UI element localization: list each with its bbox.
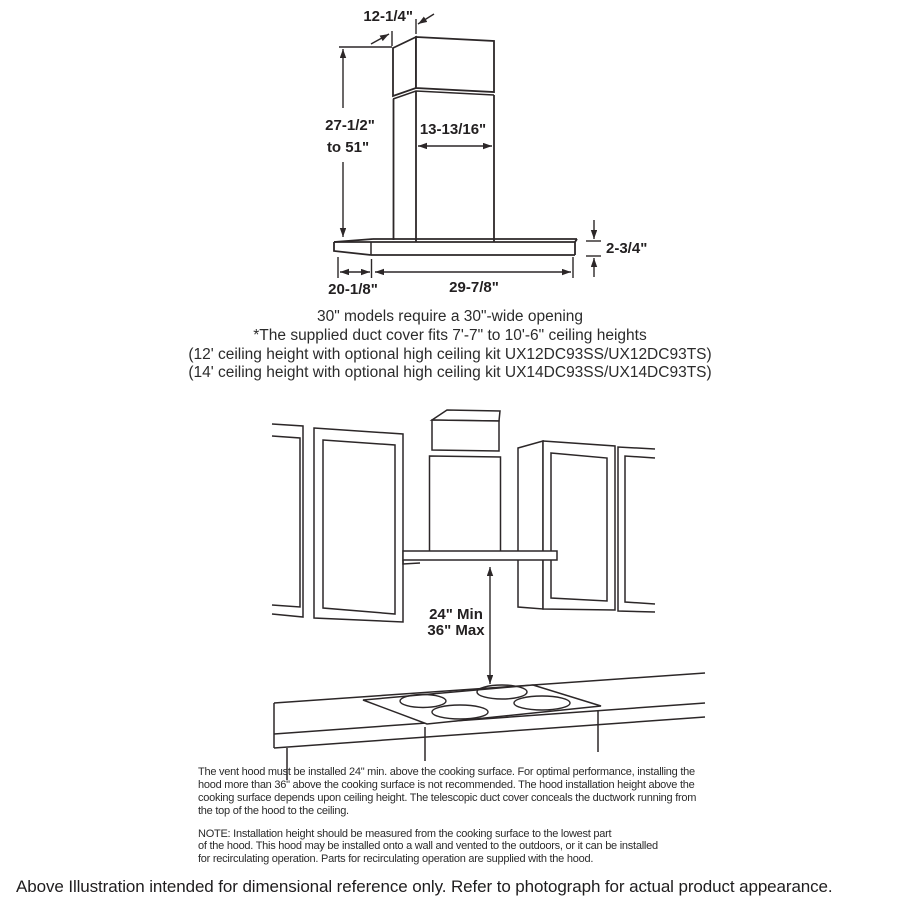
spec-notes — [0, 308, 900, 383]
install-height-paragraph — [198, 766, 696, 818]
dim-label-hood-body-height: 2-3/4" — [606, 240, 648, 257]
paragraph-line: the top of the hood to the ceiling. — [198, 805, 349, 817]
dim-label-hood-depth: 20-1/8" — [328, 281, 378, 298]
dim-hood-width — [375, 257, 573, 296]
clearance-label-line2: 36" Max — [427, 622, 485, 639]
duct-cover-side-face — [393, 37, 416, 96]
left-cabinets — [272, 424, 403, 622]
dim-label-duct-depth: 12-1/4" — [363, 8, 413, 25]
note-paragraph — [198, 828, 658, 865]
right-cabinet-side-face — [518, 441, 543, 609]
right-cabinet-door — [543, 441, 615, 610]
chimney-front-face — [430, 456, 501, 552]
duct-cover-upper-section — [393, 37, 494, 99]
dim-hood-body-height — [586, 220, 647, 277]
duct-cover-front-face — [432, 420, 499, 451]
paragraph-line: of the hood. This hood may be installed onto a wall and vented to the outdoors, or it can be installed — [198, 840, 658, 853]
duct-cover-top-face — [432, 410, 500, 421]
counter-and-cooktop — [274, 673, 705, 780]
duct-cover-seam — [393, 91, 494, 99]
left-partial-cabinet-outline — [272, 424, 303, 617]
right-partial-cabinet-panel — [625, 456, 655, 604]
paragraph-line: The vent hood must be installed 24" min. above the cooking surface. For optimal performance, installing the — [198, 766, 695, 778]
hood-canopy — [334, 239, 577, 255]
spec-note-line: 30" models require a 30"-wide opening — [316, 308, 584, 325]
dim-duct-height — [325, 47, 392, 237]
spec-note-line: (14' ceiling height with optional high ceiling kit UX14DC93SS/UX14DC93TS) — [188, 364, 712, 382]
canopy-left-end — [334, 242, 371, 255]
disclaimer-footer: Above Illustration intended for dimensional reference only. Refer to photograph for actual product appearance. — [16, 877, 833, 896]
spec-note-line: *The supplied duct cover fits 7'-7" to 10'-6" ceiling heights — [253, 326, 647, 344]
dim-clearance — [427, 567, 490, 684]
dim-label-duct-width: 13-13/16" — [419, 121, 487, 138]
right-cabinets — [518, 441, 655, 612]
clearance-label-line1: 24" Min — [429, 606, 483, 623]
dim-label-hood-width: 29-7/8" — [449, 279, 499, 296]
leader-arrow — [371, 34, 389, 44]
installation-illustration — [272, 410, 705, 780]
left-partial-cabinet-panel — [272, 436, 300, 607]
paragraph-line: hood more than 36" above the cooking surface is not recommended. The hood installation height above the — [198, 779, 695, 791]
spec-note-line: (12' ceiling height with optional high ceiling kit UX12DC93SS/UX12DC93TS) — [188, 345, 712, 363]
dim-label-duct-height-2: to 51" — [326, 139, 370, 156]
right-partial-cabinet-outline — [618, 447, 655, 612]
hood-dimension-diagram — [325, 8, 647, 298]
paragraph-line: cooking surface depends upon ceiling height. The telescopic duct cover conceals the ductwork running from — [198, 792, 697, 804]
left-cabinet-door — [314, 428, 403, 622]
duct-cover-front-face — [416, 37, 494, 92]
cooktop-panel — [363, 685, 601, 724]
hood-canopy-bar — [403, 551, 557, 560]
dim-label-duct-height-1: 27-1/2" — [325, 117, 375, 134]
paragraph-line: NOTE: Installation height should be measured from the cooking surface to the lowest part — [198, 828, 612, 840]
counter-front-bottom-edge — [274, 717, 705, 748]
paragraph-line: for recirculating operation. Parts for recirculating operation are supplied with the hood. — [198, 852, 594, 865]
leader-arrow — [418, 14, 434, 24]
dim-duct-width — [418, 121, 492, 146]
chimney-lower-section — [394, 91, 495, 242]
dim-hood-depth — [328, 257, 378, 298]
